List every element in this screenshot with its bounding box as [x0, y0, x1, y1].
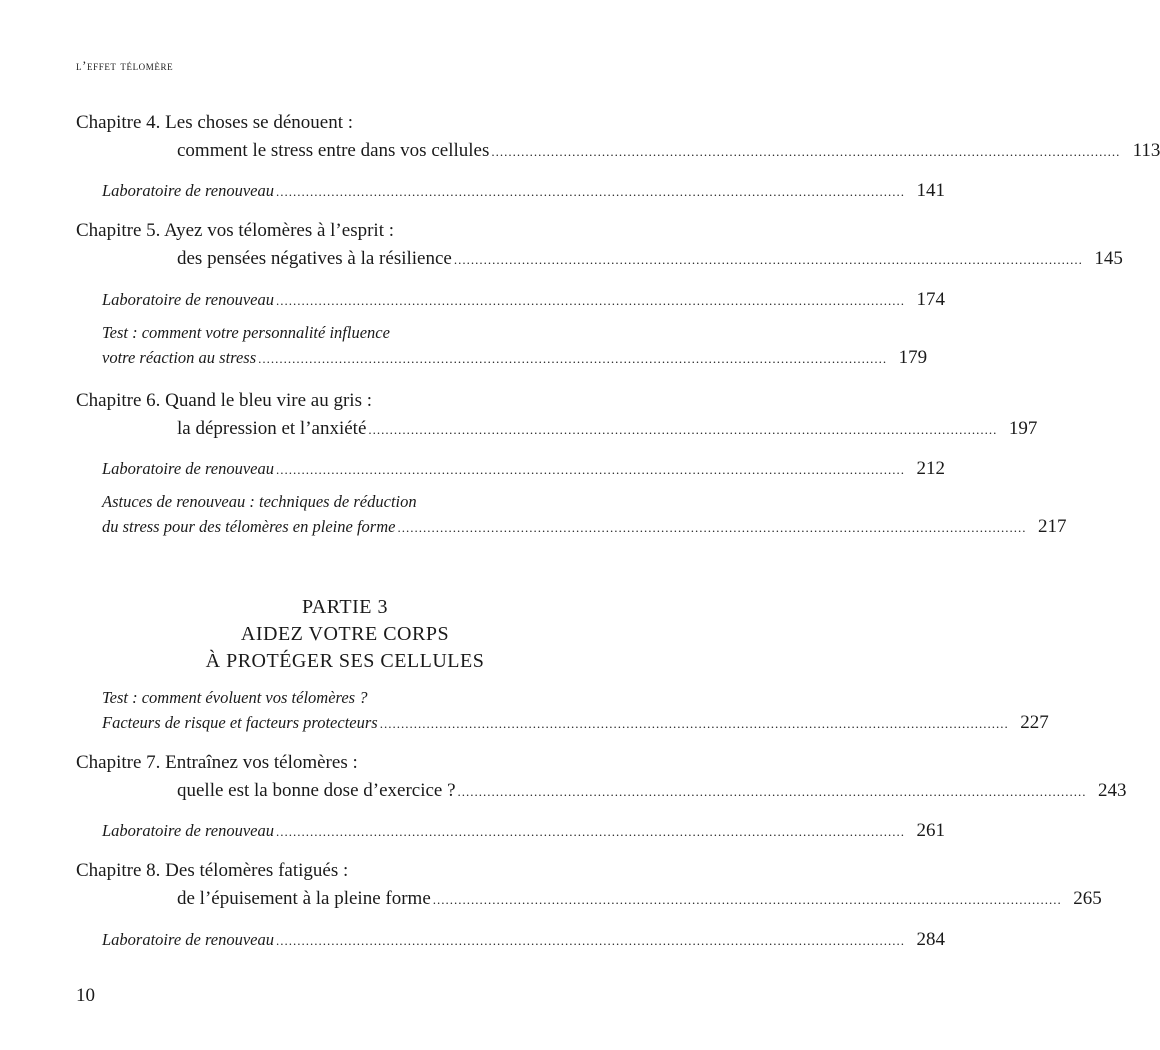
- page-number: 145: [1094, 248, 1123, 269]
- toc-entry-lab[interactable]: [76, 929, 946, 951]
- test-subtitle: Facteurs de risque et facteurs protecteurs: [102, 713, 378, 732]
- leader-dots: ....................................................................................................................................................: [491, 144, 1121, 159]
- leader-dots: ....................................................................................................................................................: [276, 293, 906, 308]
- leader-dots: ....................................................................................................................................................: [276, 933, 906, 948]
- chapter-subtitle: comment le stress entre dans vos cellules: [177, 140, 490, 161]
- chapter-subtitle: quelle est la bonne dose d’exercice ?: [177, 780, 456, 801]
- chapter-title: Chapitre 4. Les choses se dénouent :: [76, 112, 354, 133]
- toc-entry-astuces[interactable]: [76, 492, 1067, 538]
- chapter-title: Chapitre 7. Entraînez vos télomères :: [76, 752, 358, 773]
- toc-entry-test-telomeres[interactable]: [76, 688, 1049, 734]
- page-number: 174: [916, 289, 946, 310]
- part-heading: [76, 594, 614, 675]
- chapter-subtitle: la dépression et l’anxiété: [177, 418, 367, 439]
- leader-dots: ....................................................................................................................................................: [379, 716, 1009, 731]
- lab-title: Laboratoire de renouveau: [102, 290, 275, 309]
- part-title-line-2: À PROTÉGER SES CELLULES: [205, 650, 485, 672]
- leader-dots: ....................................................................................................................................................: [276, 462, 906, 477]
- toc-entry-lab[interactable]: [76, 180, 946, 202]
- toc-entry-chapter-5[interactable]: [76, 220, 1123, 270]
- test-title: Test : comment évoluent vos télomères ?: [102, 688, 368, 707]
- running-head: l’effet télomère: [76, 58, 174, 73]
- chapter-title: Chapitre 8. Des télomères fatigués :: [76, 860, 349, 881]
- page-number: 227: [1020, 712, 1049, 733]
- page-number: 141: [916, 180, 946, 201]
- astuces-title: Astuces de renouveau : techniques de réduction: [102, 492, 417, 511]
- page-number: 217: [1037, 516, 1067, 537]
- leader-dots: ....................................................................................................................................................: [432, 892, 1062, 907]
- page-number: 197: [1008, 418, 1038, 439]
- toc-entry-lab[interactable]: [76, 289, 946, 311]
- chapter-subtitle: de l’épuisement à la pleine forme: [177, 888, 431, 909]
- part-number: PARTIE 3: [302, 596, 388, 618]
- toc-entry-test-personnalite[interactable]: [76, 323, 928, 369]
- leader-dots: ....................................................................................................................................................: [276, 824, 906, 839]
- page-number: 261: [916, 820, 946, 841]
- lab-title: Laboratoire de renouveau: [102, 181, 275, 200]
- page-folio: 10: [76, 985, 95, 1006]
- page-number: 179: [898, 347, 928, 368]
- lab-title: Laboratoire de renouveau: [102, 821, 275, 840]
- page-number: 212: [916, 458, 946, 479]
- toc-entry-lab[interactable]: [76, 820, 946, 842]
- chapter-subtitle: des pensées négatives à la résilience: [177, 248, 452, 269]
- test-subtitle: votre réaction au stress: [102, 348, 257, 367]
- page-number: 284: [916, 929, 946, 950]
- page-number: 265: [1073, 888, 1102, 909]
- page-number: 243: [1098, 780, 1127, 801]
- part-title-line-1: AIDEZ VOTRE CORPS: [240, 623, 450, 645]
- page-number: 113: [1132, 140, 1160, 161]
- lab-title: Laboratoire de renouveau: [102, 930, 275, 949]
- leader-dots: ....................................................................................................................................................: [276, 184, 906, 199]
- lab-title: Laboratoire de renouveau: [102, 459, 275, 478]
- toc-entry-chapter-4[interactable]: [76, 112, 1160, 162]
- leader-dots: ....................................................................................................................................................: [368, 422, 998, 437]
- chapter-title: Chapitre 6. Quand le bleu vire au gris :: [76, 390, 373, 411]
- leader-dots: ....................................................................................................................................................: [397, 520, 1027, 535]
- test-title: Test : comment votre personnalité influence: [102, 323, 390, 342]
- toc-entry-chapter-6[interactable]: [76, 390, 1038, 440]
- leader-dots: ....................................................................................................................................................: [453, 252, 1083, 267]
- leader-dots: ....................................................................................................................................................: [258, 351, 888, 366]
- leader-dots: ....................................................................................................................................................: [457, 784, 1087, 799]
- chapter-title: Chapitre 5. Ayez vos télomères à l’esprit :: [76, 220, 394, 241]
- toc-entry-chapter-8[interactable]: [76, 860, 1102, 910]
- astuces-subtitle: du stress pour des télomères en pleine forme: [102, 517, 396, 536]
- toc-entry-lab[interactable]: [76, 458, 946, 480]
- toc-entry-chapter-7[interactable]: [76, 752, 1127, 802]
